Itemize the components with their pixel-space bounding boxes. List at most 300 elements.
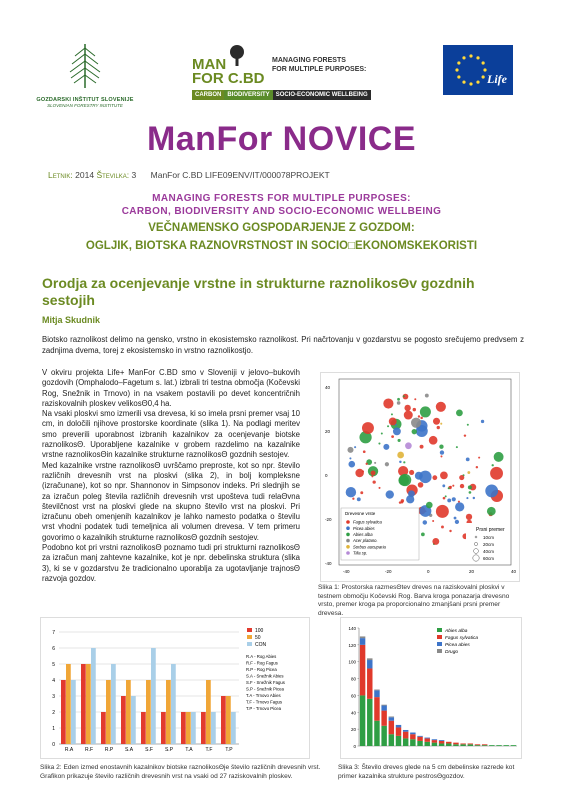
bar [141,712,146,744]
tree-point [378,487,380,489]
tree-point [420,445,424,449]
tree-point [443,497,446,500]
y-tick-label: 80 [350,676,356,682]
gis-logo-line1: GOZDARSKI INŠTITUT SLOVENIJE [36,97,134,103]
tree-point [441,526,444,529]
stacked-bar-segment [475,745,480,746]
tree-point [466,458,470,462]
y-tick-label: 5 [52,662,55,668]
tree-point [433,418,440,425]
stacked-bar-segment [482,745,487,746]
stacked-bar-segment [374,690,379,697]
tree-point [348,461,355,468]
y-tick-label: 7 [52,630,55,636]
eu-star-icon [457,75,460,78]
stacked-bar-segment [410,739,415,746]
tree-point [381,433,383,435]
stacked-bar-segment [374,721,379,746]
x-tick-label: S.P [164,747,174,753]
legend-key: T.F - Trnovo Fagus [246,699,283,705]
tree-point [349,457,351,459]
newsletter-title: ManFor NOVICE [146,120,417,158]
tree-point [397,401,401,405]
bar [66,664,71,744]
tree-point [408,490,415,497]
tree-point [490,467,503,480]
species-legend-swatch [346,533,350,537]
tree-point [403,461,405,463]
tree-point [454,517,457,520]
stacked-bar-segment [482,744,487,745]
manfor-logo [192,44,372,104]
stacked-bar-segment [424,738,429,739]
tree-point [413,408,416,411]
tree-point [421,533,425,537]
tree-point [404,405,410,411]
stacked-bar-segment [410,734,415,739]
figure3-caption: Slika 3: Število dreves glede na 5 cm debelinske razrede kot primer kazalnika strukture pestrosΘgozdov. [338,764,515,780]
tree-point [418,415,420,417]
legend-label: Drugo [445,650,459,655]
project-code: ManFor C.BD LIFE09ENV/IT/000078PROJEKT [150,170,330,180]
species-legend-swatch [346,520,350,524]
bar [146,680,151,744]
tree-point [450,486,452,488]
tree-point [469,491,472,494]
stacked-bar-segment [460,744,465,746]
diameter-distribution-chart [341,618,521,758]
tree-point [404,411,413,420]
tree-point [418,482,424,488]
size-legend-title: Prsni premer [476,527,505,533]
stacked-bar-segment [439,741,444,744]
legend-label: Picea abies [445,643,470,648]
stacked-bar-segment [389,721,394,734]
subtitle-sl-line2: OGLJIK, BIOTSKA RAZNOVRSTNOST IN SOCIO□EKONOMSKEKORISTI [85,240,478,252]
subtitle-sl-line1: VEČNAMENSKO GOSPODARJENJE Z GOZDOM: [148,222,415,234]
tree-point [371,471,376,476]
stacked-bar-segment [396,725,401,728]
tree-point [374,462,376,464]
bar [121,696,126,744]
stacked-bar-segment [374,697,379,721]
legend-swatch [437,635,442,639]
eu-life-logo: Life [443,45,513,95]
tree-point [459,475,464,480]
figure3-chart [340,617,522,759]
tree-point [466,514,472,520]
stacked-bar-segment [432,739,437,740]
legend-key: R.F - Rog Fagus [246,660,278,666]
stacked-bar-segment [439,740,444,741]
legend-swatch [437,628,442,632]
legend-label: CON [255,642,267,648]
species-legend-swatch [346,545,350,549]
x-tick-label: T.F [205,747,213,753]
stacked-bar-segment [417,741,422,746]
subtitle-en-line1: MANAGING FORESTS FOR MULTIPLE PURPOSES: [152,193,411,204]
stacked-bar-segment [367,660,372,668]
manfor-logo-tagline: MANAGING FORESTS FOR MULTIPLE PURPOSES: [272,57,367,73]
tree-point [492,464,494,466]
bar [131,696,136,744]
eu-star-icon [462,81,465,84]
x-tick-label: -20 [385,569,392,574]
tree-point [464,434,466,436]
tree-point [467,471,470,474]
bar [171,664,176,744]
tree-point [429,436,438,445]
stacked-bar-segment [446,743,451,746]
tree-point [354,446,356,448]
species-richness-chart [41,618,309,758]
y-tick-label: 0 [52,742,55,748]
tree-point [460,484,464,488]
y-tick-label: -20 [325,517,332,522]
eu-star-icon [455,68,458,71]
species-legend-label: Picea abies [353,525,375,531]
stacked-bar-segment [496,745,501,746]
stacked-bar-segment [403,730,408,732]
bar [106,680,111,744]
y-tick-label: 20 [325,429,331,434]
species-legend-label: Fagus sylvatica [353,519,382,525]
eu-star-icon [482,75,485,78]
y-tick-label: 4 [52,678,55,684]
legend-label: Abies alba [445,629,468,634]
legend-swatch [437,649,442,653]
eu-star-icon [457,61,460,64]
legend-swatch [247,628,252,632]
bar [206,680,211,744]
y-tick-label: 6 [52,646,55,652]
article-title: Orodja za ocenjevanje vrstne in strukturne raznolikosΘv gozdnih sestojih [42,275,475,308]
manfor-logo-title: MAN FOR C.BD [192,56,265,87]
x-tick-label: 0 [427,569,430,574]
y-tick-label: 3 [52,694,55,700]
tree-point [449,530,451,532]
stacked-bar-segment [417,736,422,737]
legend-key: S.F - Snežnik Fagus [246,680,285,685]
stacked-bar-segment [360,645,365,696]
tree-point [412,429,417,434]
stacked-bar-segment [432,743,437,746]
bar [201,712,206,744]
bar [221,696,226,744]
tree-point [478,457,480,459]
tree-point [398,475,408,485]
subtitle-en-line2: CARBON, BIODIVERSITY AND SOCIO-ECONOMIC WELLBEING [121,206,442,217]
tree-point [405,442,412,449]
stacked-bar-segment [367,668,372,698]
x-tick-label: R.F [84,747,94,753]
tree-point [481,420,484,423]
bar [101,712,106,744]
stacked-bar-segment [453,743,458,745]
y-tick-label: 140 [348,626,356,631]
stacked-bar-segment [460,743,465,744]
y-tick-label: 120 [348,642,356,648]
tree-point [414,398,416,400]
tree-point [426,502,433,509]
stacked-bar-segment [381,726,386,746]
gis-logo-line2: SLOVENIAN FORESTRY INSTITUTE [47,103,123,108]
tree-point [466,497,468,499]
stacked-bar-segment [381,706,386,711]
x-tick-label: T.A [185,747,193,753]
bar [61,680,66,744]
tree-point [347,447,353,453]
tree-point [352,498,354,500]
tree-point [399,461,401,463]
tree-point [485,485,498,498]
tree-point [373,481,376,484]
stacked-bar-segment [403,732,408,739]
tree-point [366,463,368,465]
stacked-bar-segment [446,742,451,744]
legend-label: 100 [255,628,264,634]
tree-point [494,452,504,462]
x-tick-label: R.P [104,747,114,753]
stacked-bar-segment [396,727,401,735]
bar [166,680,171,744]
tree-point [403,395,405,397]
stacked-bar-segment [389,734,394,746]
stacked-bar-segment [389,717,394,720]
tree-point [383,444,389,450]
issue-number: 3 [131,170,137,180]
tree-point [420,406,431,417]
article-author: Mitja Skudnik [42,315,101,325]
tree-point [362,470,364,472]
bar [111,664,116,744]
y-tick-label: 60 [350,693,356,699]
stacked-bar-segment [389,717,394,718]
article-paragraph: V okviru projekta Life+ ManFor C.BD smo v Sloveniji v jelovo–bukovih gozdovih (Omphalodo–Fagetum s. lat.) izbrali tri testna območja (Kočevski Rog, Snežnik in Trnovo) in na vsakem postavili po devet koncentričnih raziskovalnih ploskev velikosΘ0,4 ha. [42,368,300,408]
legend-swatch [437,642,442,646]
stacked-bar-segment [424,738,429,741]
tree-point [371,475,373,477]
article-paragraph: Na vsaki ploskvi smo izmerili vsa drevesa, ki so imela prsni premer vsaj 10 cm, in določili njihove prostorske koordinate (slika 1). Na podlagi meritev smo preverili uporabnost izbranih kazalnikov za ocenjevanje biotske raznolikosΘ. Uporabljene kazalnike v grobem razdelimo na kazalnike vrstne raznolikosΘin kazalnike strukturne raznolikosΘ gozdnih sestojev. [42,409,300,460]
tree-point [468,485,472,489]
issue-meta: Letnik: 2014 Številka: 3 ManFor C.BD LIFE09ENV/IT/000078PROJEKT [48,170,330,180]
eu-stars-icon [451,50,491,90]
tree-point [455,502,464,511]
stacked-bar-segment [439,743,444,746]
y-tick-label: 1 [52,726,55,732]
y-tick-label: 100 [348,659,356,665]
article-body [42,368,300,584]
stacked-bar-segment [468,743,473,744]
bar [91,648,96,744]
tree-point [439,445,443,449]
stacked-bar-segment [503,745,508,746]
bar [181,712,186,744]
legend-key: R.P - Rog Picea [246,667,277,672]
stacked-bar-segment [453,744,458,746]
species-legend-label: Tilia sp. [353,550,368,556]
x-tick-label: 20 [469,569,475,574]
eu-star-icon [476,81,479,84]
eu-star-icon [476,56,479,59]
tree-point [397,452,404,459]
tree-point [385,462,389,466]
species-legend-title: Drevesne vrste [345,511,376,516]
tree-point [411,418,421,428]
tree-point [383,398,393,408]
gis-logo [30,40,140,108]
tree-point [440,450,444,454]
stacked-bar-segment [468,744,473,746]
stacked-bar-segment [424,742,429,746]
bar [226,696,231,744]
stacked-bar-segment [360,695,365,746]
tree-point [445,495,447,497]
manfor-logo-bar: CARBON BIODIVERSITY SOCIO-ECONOMIC WELLBEING [192,90,377,100]
x-tick-label: T.P [225,747,233,753]
legend-label: Fagus sylvatica [445,636,479,641]
tree-point [420,417,423,420]
article-paragraph: Podobno kot pri vrstni raznolikosΘ poznamo tudi pri strukturni raznolikosΘ za izračun manj zahtevne kazalnike, kot je npr. debelinska struktura (slika 3), ki se v gozdarstvu že tradicionalno uporablja za ugotavljanje trajnosΘ razvoja gozdov. [42,543,300,583]
figure1-caption: Slika 1: Prostorska razmesΘtev dreves na raziskovalni ploskvi v testnem območju Kočevski Rog. Barva kroga ponazarja drevesno vrsto, premer kroga pa proporcionalno zmanjšani prsni premer drevesa. [318,584,510,617]
tree-point [391,413,393,415]
eu-star-icon [482,61,485,64]
stacked-bar-segment [489,745,494,746]
legend-key: R.A - Rog Abies [246,654,277,659]
article-intro: Biotsko raznolikost delimo na gensko, vrstno in ekosistemsko raznolikost. Pri načrtovanju v gozdarstvu se pogosto srečujemo predvsem z zadnjima dvema, torej z ekosistemsko in vrstno raznolikostjo. [42,335,524,355]
tree-point [437,426,440,429]
size-legend-label: 10cm [483,535,495,540]
stacked-bar-segment [403,738,408,746]
tree-point [448,487,450,489]
stacked-bar-segment [511,745,516,746]
tree-point [458,501,460,503]
y-tick-label: 40 [325,385,331,390]
legend-key: S.P - Snežnik Picea [246,686,284,692]
bar [71,680,76,744]
article-paragraph: Med kazalnike vrstne raznolikosΘ uvrščamo preproste, kot so npr. število različnih drevesnih vrst na ploskvi (slika 2), in bolj kompleksne (izračunane), kot so npr. Shannonov in Simpsonov indeks. Pri slednjih se za izračun poleg števila različnih drevesnih vrst upošteva tudi relaΘvna številčnost vrst na ploskvi glede na skupno število vrst na ploskvi. Pri izračunu obeh omenjenih kazalnikov je lahko namesto podatka o številu vrst vhodni podatek tudi temeljnica ali volumen drevesa. V tem primeru govorimo o kazalnikih strukturne raznolikosΘ gozdnih sestojev. [42,460,300,542]
bar [151,648,156,744]
eu-star-icon [469,54,472,57]
species-legend-swatch [346,526,350,530]
legend-key: T.P - Trnovo Picea [246,706,282,711]
tree-point [432,520,434,522]
tree-point [425,394,429,398]
stacked-bar-segment [396,736,401,746]
legend-key: S.A - Snežnik Abies [246,673,284,679]
tree-icon [65,40,105,90]
tree-point [440,472,448,480]
stacked-bar-segment [374,690,379,691]
eu-star-icon [462,56,465,59]
legend-swatch [247,642,252,646]
bar [161,712,166,744]
tree-point [487,507,496,516]
bar [86,664,91,744]
bar [81,664,86,744]
tree-point [360,491,363,494]
tree-point [436,402,446,412]
tree-point [398,439,401,442]
x-tick-label: S.A [124,747,134,753]
tree-point [452,497,456,501]
figure1-stem-map [320,372,520,582]
tree-point [452,485,454,487]
species-legend-swatch [346,539,350,543]
tree-point [363,450,366,453]
y-tick-label: 2 [52,710,55,716]
tree-point [440,455,442,457]
x-tick-label: -40 [343,569,350,574]
tree-point [467,424,469,426]
y-tick-label: 20 [350,727,356,733]
tree-point [432,538,439,545]
size-legend-label: 40cm [483,549,495,554]
tree-point [357,497,361,501]
tree-point [346,487,356,497]
tree-point [432,475,437,480]
tree-point [399,501,401,503]
tree-point [476,466,478,468]
x-tick-label: R.A [64,747,74,753]
stacked-bar-segment [367,699,372,746]
bar [231,712,236,744]
stacked-bar-segment [367,658,372,660]
x-tick-label: 40 [511,569,517,574]
stacked-bar-segment [381,711,386,726]
size-legend-label: 20cm [483,542,495,547]
x-tick-label: S.F [145,747,153,753]
tree-point [447,498,451,502]
stem-map-plot [321,373,519,581]
y-tick-label: 0 [353,744,356,749]
y-tick-label: 40 [350,710,356,716]
legend-swatch [247,635,252,639]
eu-star-icon [469,82,472,85]
bar [211,712,216,744]
tree-point [442,484,445,487]
tree-point [440,423,442,425]
tree-point [355,469,363,477]
tree-point [397,398,400,401]
tree-point [393,427,401,435]
issue-year: 2014 [75,170,95,180]
legend-key: T.A - Trnovo Abies [246,693,281,698]
y-tick-label: 0 [325,473,328,478]
species-legend-label: Sorbus aucuparia [353,544,386,550]
stacked-bar-segment [410,733,415,735]
tree-point [409,470,414,475]
tree-point [419,471,431,483]
species-legend-label: Abies alba [353,532,373,537]
tree-point [455,520,459,524]
bar [191,712,196,744]
tree-point [387,425,389,427]
stacked-bar-segment [360,638,365,645]
stacked-bar-segment [432,740,437,743]
tree-point [423,520,428,525]
stacked-bar-segment [475,744,480,745]
tree-point [386,490,394,498]
tree-point [456,446,458,448]
tree-point [456,409,463,416]
bar [186,712,191,744]
tree-point [389,417,397,425]
y-tick-label: -40 [325,561,332,566]
tree-point [378,442,380,444]
stacked-bar-segment [417,737,422,741]
figure2-chart [40,617,310,759]
